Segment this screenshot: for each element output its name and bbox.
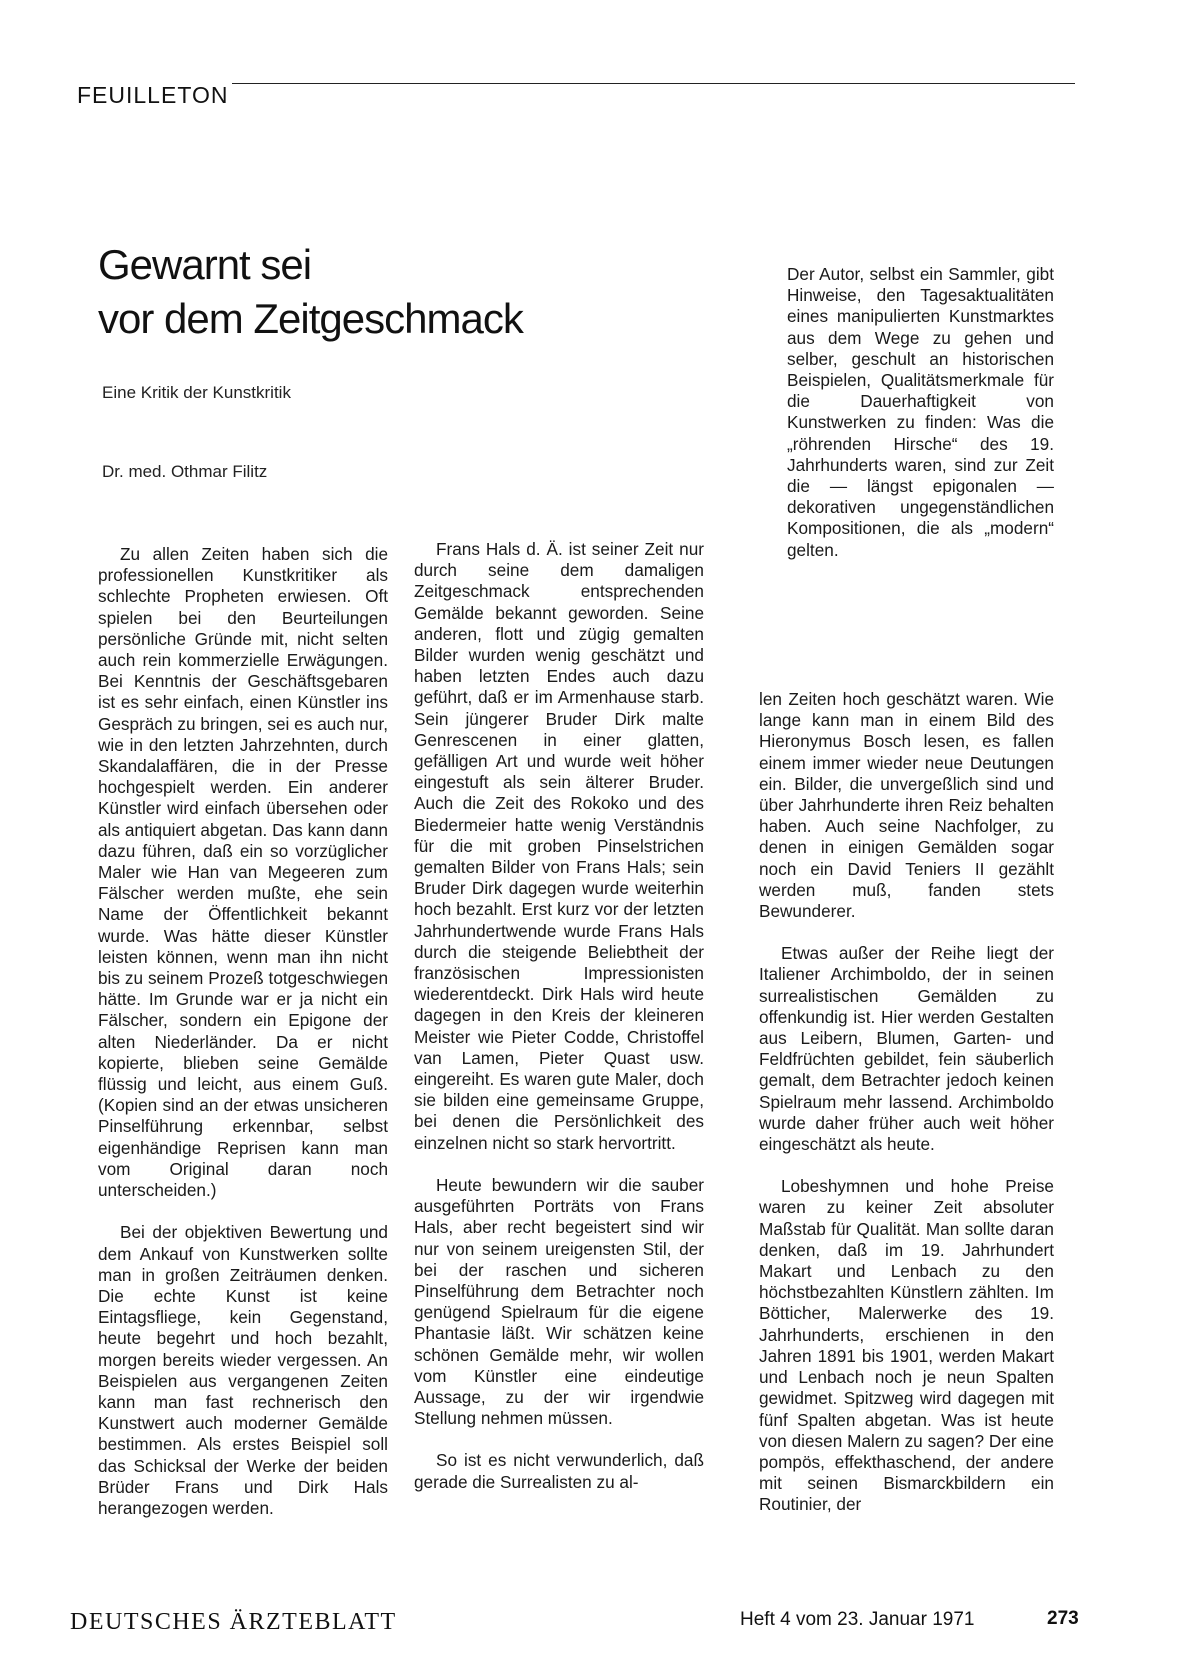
footer-issue: Heft 4 vom 23. Januar 1971 <box>740 1609 975 1630</box>
lead-paragraph <box>787 264 1054 561</box>
column-3 <box>759 689 1054 1516</box>
body-paragraph: So ist es nicht verwunderlich, daß gerade die Surrealisten zu al- <box>414 1450 704 1492</box>
title-line-1: Gewarnt sei <box>98 241 312 288</box>
body-paragraph: Bei der objektiven Bewertung und dem Ankauf von Kunstwerken sollte man in großen Zeiträumen denken. Die echte Kunst ist keine Eintagsfliege, kein Gegenstand, heute begehrt und hoch bezahlt, morgen bereits wieder vergessen. An Beispielen aus vergangenen Zeiten kann man fast rechnerisch den Kunstwert auch moderner Gemälde bestimmen. Als erstes Beispiel soll das Schicksal der Werke der beiden Brüder Frans und Dirk Hals herangezogen werden. <box>98 1222 388 1518</box>
header-rule <box>232 83 1075 84</box>
body-paragraph: Zu allen Zeiten haben sich die professionellen Kunstkritiker als schlechte Propheten erwiesen. Oft spielen bei den Beurteilungen persönliche Gründe mit, nicht selten auch rein kommerzielle Erwägungen. Bei Kenntnis der Geschäftsgebaren ist es sehr einfach, einen Künstler ins Gespräch zu bringen, sei es auch nur, wie in den letzten Jahrzehnten, durch Skandalaffären, die in der Presse hochgespielt werden. Ein anderer Künstler wird einfach übersehen oder als antiquiert abgetan. Das kann dann dazu führen, daß ein so vorzüglicher Maler wie Han van Megeeren zum Fälscher werden mußte, ehe sein Name der Öffentlichkeit bekannt wurde. Was hätte dieser Künstler leisten können, wenn man ihn nicht bis zu seinem Prozeß totgeschwiegen hätte. Im Grunde war er ja nicht ein Fälscher, sondern ein Epigone der alten Niederländer. Da er nicht kopierte, blieben seine Gemälde flüssig und leicht, aus einem Guß. (Kopien sind an der etwas unsicheren Pinselführung erkennbar, selbst eigenhändige Reprisen kann man vom Original daran noch unterscheiden.) <box>98 544 388 1201</box>
article-author: Dr. med. Othmar Filitz <box>102 462 268 481</box>
column-1 <box>98 544 388 1519</box>
body-paragraph: Frans Hals d. Ä. ist seiner Zeit nur durch seine dem damaligen Zeitgeschmack entsprechenden Gemälde bekannt geworden. Seine anderen, flott und zügig gemalten Bilder wurden wenig geschätzt und haben letzten Endes auch dazu geführt, daß er im Armenhause starb. Sein jüngerer Bruder Dirk malte Genrescenen in einer glatten, gefälligen Art und wurde weit höher eingestuft als sein älterer Bruder. Auch die Zeit des Rokoko und des Biedermeier hatte wenig Verständnis für die mit groben Pinselstrichen gemalten Bilder von Frans Hals; sein Bruder Dirk dagegen wurde weiterhin hoch bezahlt. Erst kurz vor der letzten Jahrhundertwende wurde Frans Hals durch die steigende Beliebtheit der französischen Impressionisten wiederentdeckt. Dirk Hals wird heute dagegen in den Kreis der kleineren Meister wie Pieter Codde, Christoffel van Lamen, Pieter Quast usw. eingereiht. Es waren gute Maler, doch sie bilden eine gemeinsame Gruppe, bei denen die Persönlichkeit des einzelnen nicht so stark hervortritt. <box>414 539 704 1153</box>
body-paragraph: len Zeiten hoch geschätzt waren. Wie lange kann man in einem Bild des Hieronymus Bosch lesen, es fallen einem immer wieder neue Deutungen ein. Bilder, die unvergeßlich sind und über Jahrhunderte ihren Reiz behalten haben. Auch seine Nachfolger, zu denen in einigen Gemälden sogar noch ein David Teniers II gezählt werden muß, fanden stets Bewunderer. <box>759 689 1054 922</box>
lead-text: Der Autor, selbst ein Sammler, gibt Hinweise, den Tagesaktualitäten eines manipulierten Kunstmarktes aus dem Wege zu gehen und selber, geschult an historischen Beispielen, Qualitätsmerkmale für die Dauerhaftigkeit von Kunstwerken zu finden: Was die „röhrenden Hirsche“ des 19. Jahrhunderts waren, sind zur Zeit die — längst epigonalen — dekorativen ungegenständlichen Kompositionen, die als „modern“ gelten. <box>787 264 1054 560</box>
section-label: FEUILLETON <box>77 82 229 108</box>
article-subtitle: Eine Kritik der Kunstkritik <box>102 383 291 402</box>
column-2 <box>414 539 704 1493</box>
body-paragraph: Lobeshymnen und hohe Preise waren zu keiner Zeit absoluter Maßstab für Qualität. Man sollte daran denken, daß im 19. Jahrhundert Makart und Lenbach zu den höchstbezahlten Künstlern zählten. Im Bötticher, Malerwerke des 19. Jahrhunderts, erschienen in den Jahren 1891 bis 1901, werden Makart und Lenbach noch je neun Spalten gewidmet. Spitzweg wird dagegen mit fünf Spalten abgetan. Was ist heute von diesen Malern zu sagen? Der eine pompös, effekthaschend, der andere mit seinen Bismarckbildern ein Routinier, der <box>759 1176 1054 1515</box>
body-paragraph: Heute bewundern wir die sauber ausgeführten Porträts von Frans Hals, aber recht begeistert sind wir nur von seinem ureigensten Stil, der bei der raschen und sicheren Pinselführung dem Betrachter noch genügend Spielraum für die eigene Phantasie läßt. Wir schätzen keine schönen Gemälde mehr, wir wollen vom Künstler eine eindeutige Aussage, zu der wir irgendwie Stellung nehmen müssen. <box>414 1174 704 1429</box>
page-number: 273 <box>1047 1608 1079 1629</box>
body-paragraph: Etwas außer der Reihe liegt der Italiener Archimboldo, der in seinen surrealistischen Gemälden zu offenkundig ist. Hier werden Gestalten aus Leibern, Blumen, Garten- und Feldfrüchten gebildet, fein säuberlich gemalt, dem Betrachter jedoch keinen Spielraum mehr lassend. Archimboldo wurde daher früher auch weit höher eingeschätzt als heute. <box>759 943 1054 1155</box>
article-title <box>98 238 523 346</box>
title-line-2: vor dem Zeitgeschmack <box>98 295 523 342</box>
footer-publication: DEUTSCHES ÄRZTEBLATT <box>70 1609 397 1635</box>
